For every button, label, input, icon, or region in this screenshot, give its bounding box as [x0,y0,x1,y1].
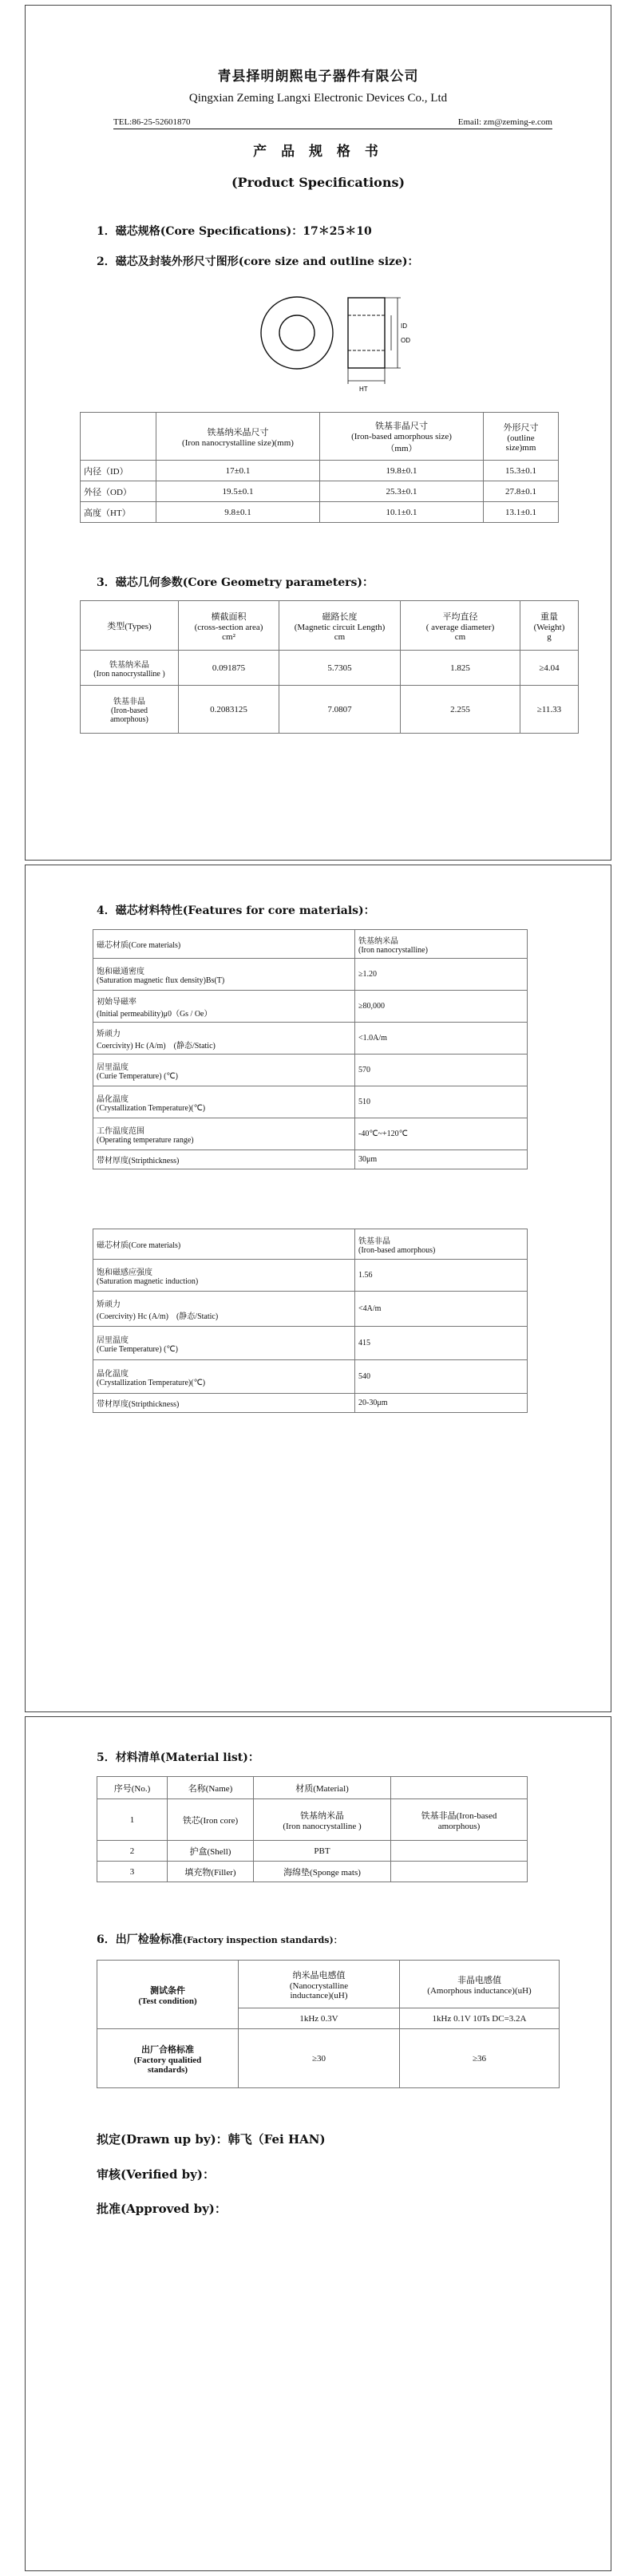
od-dimension-label: OD [401,337,410,344]
material-header: 材质(Material) [254,1777,391,1799]
spec-page-2 [25,865,611,1712]
table-row [81,502,559,523]
property-value: 20-30μm [355,1394,528,1413]
section-6-heading [97,1931,342,1947]
core-outline-drawing [259,295,450,398]
table-row [97,1841,528,1862]
property-label: 饱和磁通密度 (Saturation magnetic flux density)Bs(T) [93,959,355,991]
section-3-heading: 3．磁芯几何参数(Core Geometry parameters)： [97,576,374,589]
table-row [93,1086,528,1118]
item-material-2 [391,1841,528,1862]
property-value: <1.0A/m [355,1023,528,1055]
amorphous-standard-value: ≥36 [400,2029,560,2088]
section-4-heading: 4．磁芯材料特性(Features for core materials)： [97,904,375,917]
section-5-heading: 5．材料清单(Material list)： [97,1751,259,1764]
property-label: 矫顽力 Coercivity) Hc (A/m) (静态/Static) [93,1023,355,1055]
item-material: 海绵垫(Sponge mats) [254,1862,391,1882]
spec-page-1 [25,5,611,861]
outline-size-header: 外形尺寸 (outline size)mm [484,413,559,461]
table-row [81,481,559,502]
weight-header: 重量 (Weight) g [520,601,579,651]
name-header: 名称(Name) [168,1777,254,1799]
table-row [93,1150,528,1169]
property-value: 30μm [355,1150,528,1169]
dim-label: 外径（OD） [81,481,156,502]
table-row [93,1118,528,1150]
spec-page-3 [25,1716,611,2571]
id-dimension-label: ID [401,322,407,330]
item-name: 填充物(Filler) [168,1862,254,1882]
property-label: 矫顽力 (Coercivity) Hc (A/m) (静态/Static) [93,1292,355,1327]
table-row [93,930,528,959]
item-material: 铁基纳米晶 (Iron nanocrystalline ) [254,1799,391,1841]
amorphous-size-header: 铁基非晶尺寸 (Iron-based amorphous size) （mm） [320,413,484,461]
item-name: 护盒(Shell) [168,1841,254,1862]
table-row [81,651,579,686]
document-subtitle: (Product Specifications) [231,175,406,190]
table-row [97,2029,560,2088]
amorphous-material-table [93,1229,528,1413]
weight-cell: ≥11.33 [520,686,579,734]
type-cell: 铁基纳米晶 (Iron nanocrystalline ) [81,651,179,686]
company-name-cn: 青县择明朗熙电子器件有限公司 [217,69,419,85]
table-row [93,1360,528,1394]
nano-inductance-header: 纳米晶电感值 (Nanocrystalline inductance)(uH) [239,1961,400,2008]
diameter-cell: 1.825 [401,651,520,686]
item-no: 2 [97,1841,168,1862]
dim-value: 17±0.1 [156,461,320,481]
property-label: 工作温度范围 (Operating temperature range) [93,1118,355,1150]
property-value: 铁基非晶 (Iron-based amorphous) [355,1229,528,1260]
table-row [81,461,559,481]
section-1-heading: 1．磁芯规格(Core Specifications)：17＊25＊10 [97,225,372,238]
property-label: 晶化温度 (Crystallization Temperature)(℃) [93,1086,355,1118]
dim-label: 内径（ID） [81,461,156,481]
section-6-heading-sub: (Factory inspection standards)： [182,1935,342,1945]
amorphous-test-condition: 1kHz 0.1V 10Ts DC=3.2A [400,2008,560,2029]
item-no: 1 [97,1799,168,1841]
nano-test-condition: 1kHz 0.3V [239,2008,400,2029]
property-label: 带材厚度(Stripthickness) [93,1394,355,1413]
area-cell: 0.091875 [179,651,279,686]
type-cell: 铁基非晶 (Iron-based amorphous) [81,686,179,734]
property-label: 初始导磁率 (Initial permeability)μ0（Gs / Oe） [93,991,355,1023]
qualified-standard-label: 出厂合格标准 (Factory qualitied standards) [97,2029,239,2088]
weight-cell: ≥4.04 [520,651,579,686]
property-value: <4A/m [355,1292,528,1327]
property-label: 居里温度 (Curie Temperature) (℃) [93,1327,355,1360]
property-value: 1.56 [355,1260,528,1292]
dim-label: 高度（HT） [81,502,156,523]
diameter-header: 平均直径 ( average diameter) cm [401,601,520,651]
table-row [81,686,579,734]
property-value: 铁基纳米晶 (Iron nanocrystalline) [355,930,528,959]
item-material-2 [391,1862,528,1882]
property-value: 570 [355,1055,528,1086]
table-row [93,1023,528,1055]
item-no: 3 [97,1862,168,1882]
nano-size-header: 铁基纳米晶尺寸 (Iron nanocrystalline size)(mm) [156,413,320,461]
property-label: 带材厚度(Stripthickness) [93,1150,355,1169]
diameter-cell: 2.255 [401,686,520,734]
property-label: 居里温度 (Curie Temperature) (℃) [93,1055,355,1086]
table-row [93,1394,528,1413]
test-condition-label: 测试条件 (Test condition) [97,1961,239,2029]
company-name-en: Qingxian Zeming Langxi Electronic Devices Co., Ltd [188,92,448,105]
dim-value: 10.1±0.1 [320,502,484,523]
blank-header-cell [81,413,156,461]
area-header: 横截面积 (cross-section area) cm² [179,601,279,651]
property-value: ≥80,000 [355,991,528,1023]
table-row [97,1862,528,1882]
table-row [97,1799,528,1841]
item-name: 铁芯(Iron core) [168,1799,254,1841]
table-row [93,1327,528,1360]
area-cell: 0.2083125 [179,686,279,734]
nano-material-table [93,929,528,1169]
dim-value: 19.8±0.1 [320,461,484,481]
verified-by: 审核(Verified by)： [97,2167,215,2182]
section-6-heading-main: 6．出厂检验标准 [97,1933,183,1946]
inspection-standards-table [97,1960,560,2088]
table-row [93,1229,528,1260]
table-row [93,959,528,991]
dim-value: 19.5±0.1 [156,481,320,502]
table-row [93,1292,528,1327]
dim-value: 27.8±0.1 [484,481,559,502]
length-cell: 7.0807 [279,686,401,734]
table-row [93,1055,528,1086]
material-list-table [97,1776,528,1882]
property-label: 磁芯材质(Core materials) [93,930,355,959]
length-cell: 5.7305 [279,651,401,686]
length-header: 磁路长度 (Magnetic circuit Length) cm [279,601,401,651]
telephone: TEL:86-25-52601870 [113,117,191,127]
property-value: 415 [355,1327,528,1360]
drawn-up-by: 拟定(Drawn up by)：韩飞（Fei HAN) [97,2132,326,2147]
material-header-2 [391,1777,528,1799]
property-value: 510 [355,1086,528,1118]
dim-value: 15.3±0.1 [484,461,559,481]
no-header: 序号(No.) [97,1777,168,1799]
outline-size-table [80,412,559,523]
dim-value: 13.1±0.1 [484,502,559,523]
email: Email: zm@zeming-e.com [457,117,552,127]
dim-value: 9.8±0.1 [156,502,320,523]
contact-line [113,117,552,129]
property-value: -40℃~+120℃ [355,1118,528,1150]
property-label: 磁芯材质(Core materials) [93,1229,355,1260]
table-row [93,991,528,1023]
property-value: 540 [355,1360,528,1394]
types-header: 类型(Types) [81,601,179,651]
table-row [93,1260,528,1292]
ht-dimension-label: HT [359,386,368,393]
geometry-parameters-table [80,600,579,734]
approved-by: 批准(Approved by)： [97,2202,227,2216]
dim-value: 25.3±0.1 [320,481,484,502]
property-label: 晶化温度 (Crystallization Temperature)(℃) [93,1360,355,1394]
property-label: 饱和磁感应强度 (Saturation magnetic induction) [93,1260,355,1292]
item-material-2: 铁基非晶(Iron-based amorphous) [391,1799,528,1841]
section-2-heading: 2．磁芯及封装外形尺寸图形(core size and outline size)： [97,255,419,268]
document-title: 产 品 规 格 书 [253,144,383,160]
property-value: ≥1.20 [355,959,528,991]
item-material: PBT [254,1841,391,1862]
nano-standard-value: ≥30 [239,2029,400,2088]
amorphous-inductance-header: 非晶电感值 (Amorphous inductance)(uH) [400,1961,560,2008]
